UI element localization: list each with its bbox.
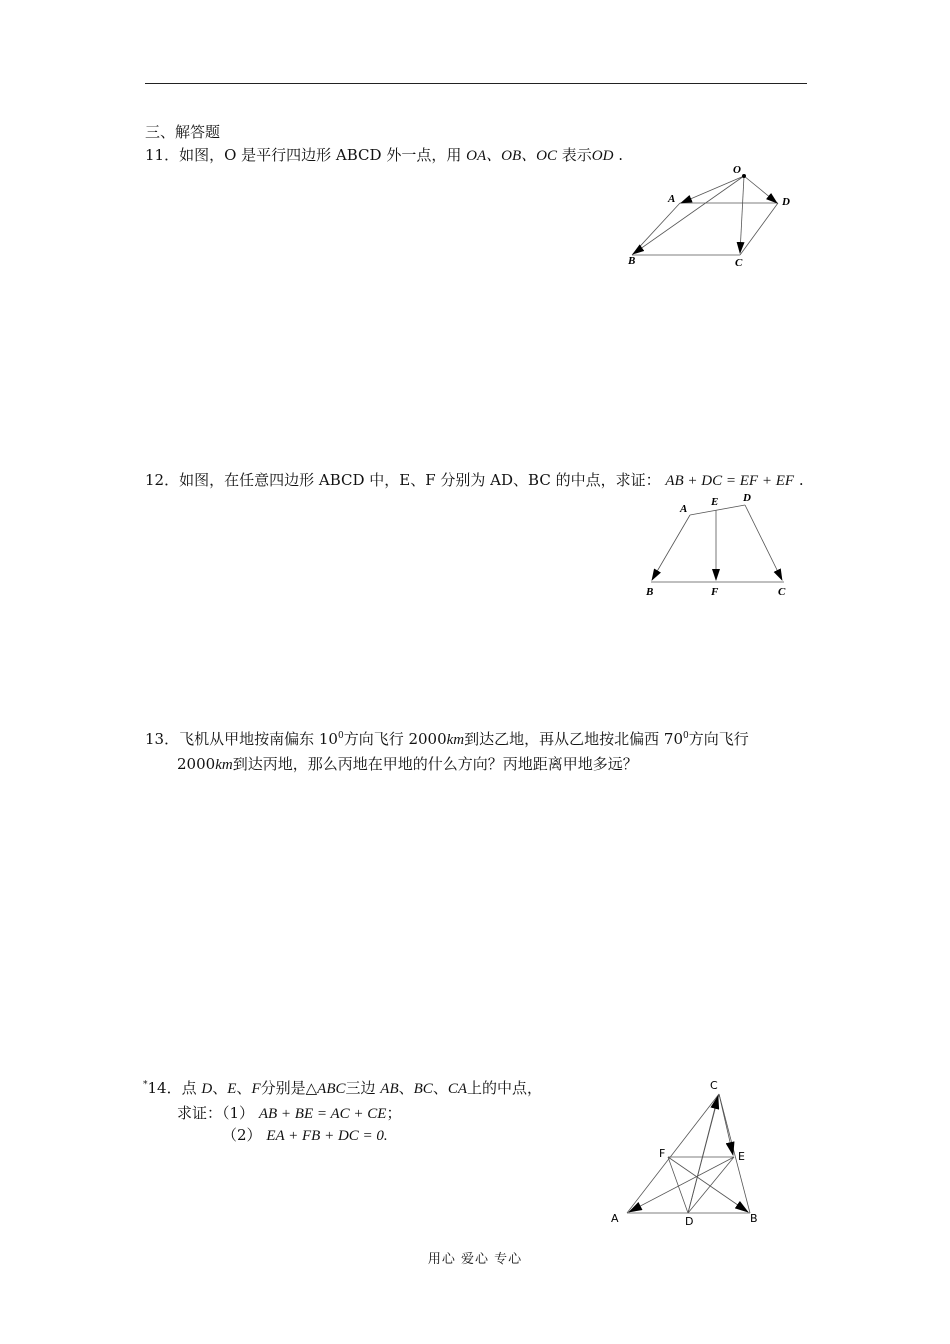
q14-vector-ce [719,1094,733,1155]
q14-part2-number: （2） [222,1126,262,1144]
q14-label-b: B [750,1212,758,1225]
q14-text-c: 三边 [345,1079,376,1097]
q14-part1-end: ； [386,1104,402,1122]
q13-unit-1: km [446,732,465,748]
q14-side-ab: AB [380,1081,399,1097]
q12-formula: AB + DC = EF + EF [665,473,795,489]
q11-label-c: C [735,257,743,269]
q13-text-c: 到达乙地，再从乙地按北偏西 70 [464,730,683,748]
q14-vector-dc [688,1096,718,1213]
q13-unit-2: km [215,757,233,773]
section-heading: 三、解答题 [145,123,221,141]
q13-text-e: 2000 [177,755,216,773]
q14-number: 14． [147,1079,182,1097]
q14-text-a: 点 [181,1079,197,1097]
q14-label-a: A [611,1212,619,1225]
q14-label-c: C [710,1079,718,1092]
q14-prove: 求证： [177,1104,223,1122]
q14-sep-4: 、 [432,1079,448,1097]
q11-text-b: 表示 [561,146,592,164]
q14-part2-formula: EA + FB + DC = 0. [266,1128,388,1144]
q11-target: OD [591,148,614,164]
q12-end: . [798,471,804,489]
q14-label-e: E [738,1150,745,1163]
q14-sep-1: 、 [212,1079,228,1097]
q12-label-e: E [711,496,719,508]
q14-vector-ea [629,1157,734,1212]
q11-label-a: A [668,193,676,205]
q12-text: 如图，在任意四边形 ABCD 中，E、F 分别为 AD、BC 的中点，求证： [179,471,661,489]
q11-label-o: O [733,164,741,176]
q11-label-b: B [628,255,636,267]
q14-part1-number: （1） [222,1104,255,1122]
q13-text-a: 飞机从甲地按南偏东 10 [179,730,338,748]
q14-label-d: D [685,1215,694,1228]
q12-label-c: C [778,586,786,598]
q14-midline-fd [668,1157,688,1213]
q12-number: 12． [145,471,180,489]
q14-point-f: F [251,1081,261,1097]
q12-label-b: B [646,586,654,598]
q12-label-a: A [680,503,688,515]
page-footer: 用心 爱心 专心 [427,1252,523,1267]
q14-sep-3: 、 [398,1079,414,1097]
q14-text-d: 上的中点， [467,1079,543,1097]
q14-side-ca: CA [447,1081,467,1097]
q14-side-ac [627,1094,719,1213]
q13-degree-2: 0 [683,731,689,741]
q14-part1-formula: AB + BE = AC + CE [258,1106,387,1122]
q14-triangle-abc: ABC [317,1081,346,1097]
q13-degree-1: 0 [337,731,344,741]
q13-number: 13． [145,730,180,748]
q12-label-d: D [743,492,751,504]
q11-end: . [618,146,623,164]
q12-label-f: F [711,586,719,598]
q14-vector-fb [668,1157,748,1212]
q14-point-d: D [201,1081,213,1097]
q11-vectors: OA、OB、OC [466,148,557,164]
q14-side-bc: BC [413,1081,433,1097]
q13-text-d: 方向飞行 [688,730,749,748]
q14-star: * [143,1080,148,1090]
q11-text-a: 如图，O 是平行四边形 ABCD 外一点，用 [179,146,462,164]
q11-label-d: D [782,196,790,208]
q14-label-f: F [659,1147,666,1160]
q14-sep-2: 、 [236,1079,252,1097]
q13-text-b: 方向飞行 2000 [343,730,447,748]
q11-number: 11． [145,146,180,164]
q13-text-f: 到达丙地，那么丙地在甲地的什么方向？丙地距离甲地多远？ [232,755,638,773]
q14-point-e: E [227,1081,237,1097]
q14-text-b: 分别是△ [260,1079,318,1097]
